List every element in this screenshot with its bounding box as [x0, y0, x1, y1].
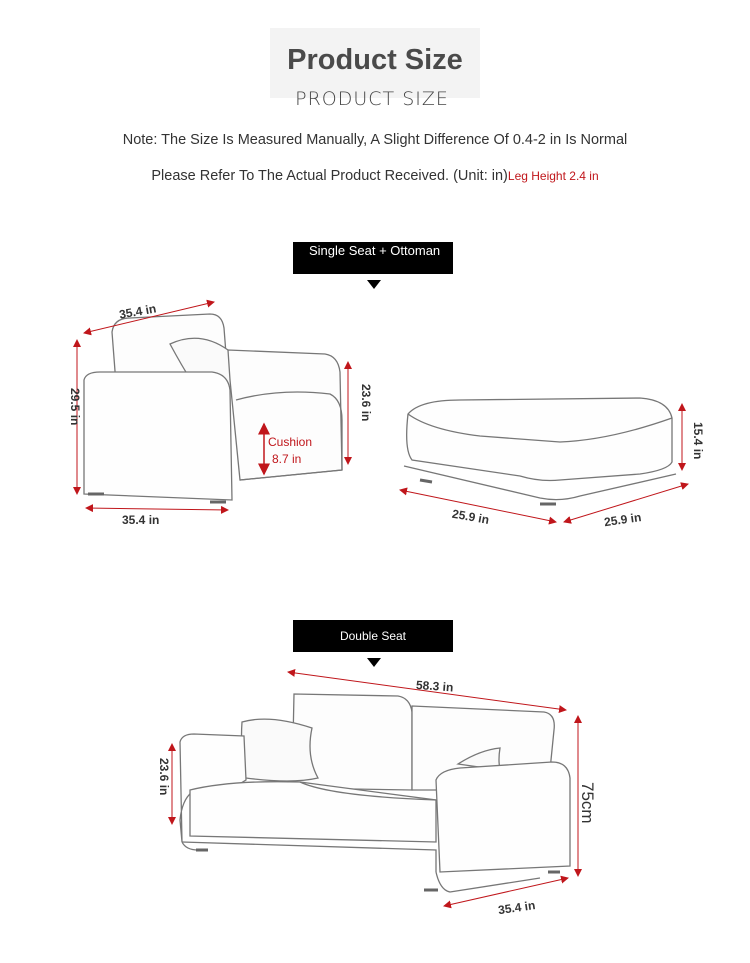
- dim-label: 35.4 in: [497, 898, 537, 918]
- ottoman-drawing: [404, 398, 676, 504]
- cushion-label: Cushion: [268, 435, 313, 449]
- dim-label: 58.3 in: [415, 677, 454, 695]
- measurement-note: Note: The Size Is Measured Manually, A Slight Difference Of 0.4-2 in Is Normal: [122, 132, 628, 148]
- armchair-drawing: [84, 314, 342, 502]
- page-title: Product Size: [287, 44, 463, 76]
- leg-height-note: Leg Height 2.4 in: [507, 169, 599, 183]
- dim-label: 75cm: [578, 782, 597, 824]
- dim-label: 25.9 in: [450, 506, 491, 527]
- single-seat-label: Single Seat + Ottoman: [293, 242, 453, 274]
- dim-label: 35.4 in: [122, 513, 160, 527]
- dim-label: 23.6 in: [359, 384, 373, 422]
- sofa-drawing: [180, 694, 570, 892]
- page-subtitle: PRODUCT SIZE: [295, 88, 449, 110]
- double-seat-label: Double Seat: [293, 620, 453, 652]
- cushion-value: 8.7 in: [272, 452, 302, 466]
- dim-label: 23.6 in: [157, 758, 171, 796]
- dim-label: 25.9 in: [603, 510, 643, 530]
- unit-note-text: Please Refer To The Actual Product Received. (Unit: in): [151, 168, 508, 184]
- dim-label: 15.4 in: [691, 422, 705, 460]
- dim-label: 29.5 in: [68, 388, 82, 426]
- dim-label: 35.4 in: [118, 301, 158, 322]
